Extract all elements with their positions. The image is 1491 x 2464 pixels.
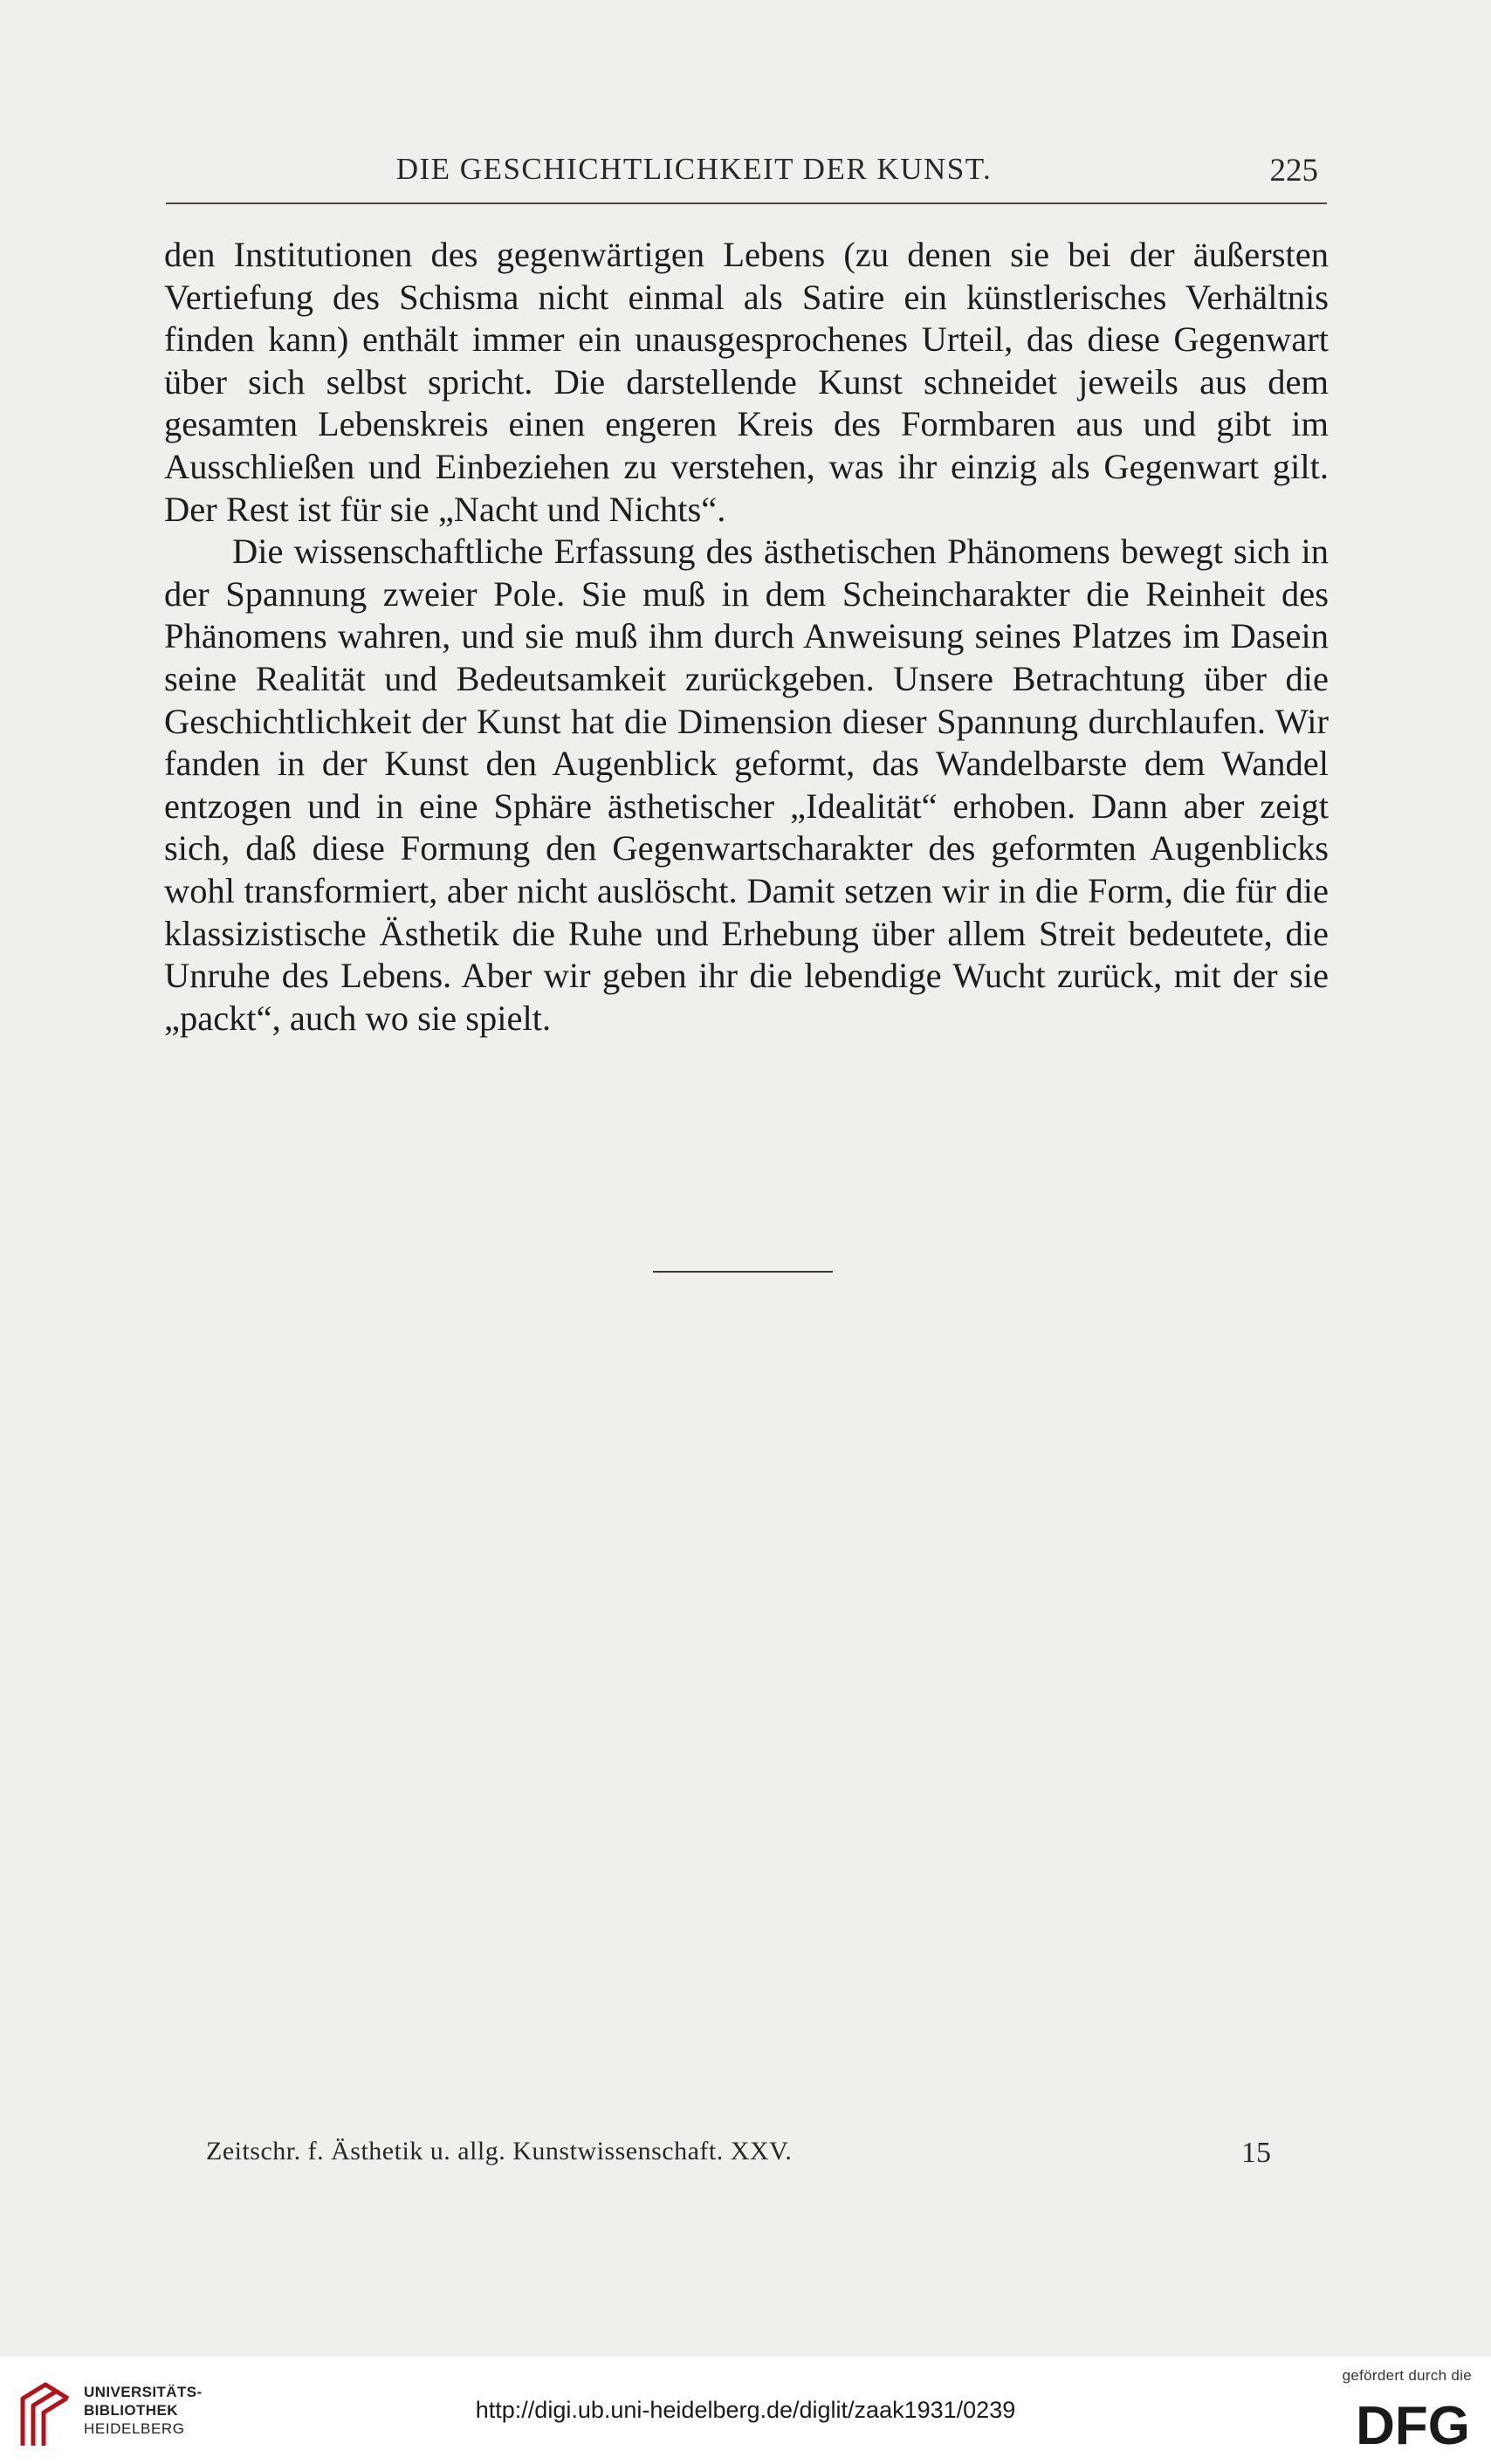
- sheet-signature-number: 15: [1241, 2137, 1271, 2169]
- section-separator-line: [653, 1271, 833, 1273]
- dfg-caption: gefördert durch die: [1342, 2367, 1472, 2384]
- body-text: [164, 234, 1329, 1040]
- running-head: [166, 147, 1327, 204]
- dfg-logo-text: DFG: [1356, 2397, 1470, 2449]
- library-name-line: HEIDELBERG: [84, 2420, 185, 2437]
- journal-signature-line: Zeitschr. f. Ästhetik u. allg. Kunstwissenschaft. XXV.: [206, 2137, 793, 2165]
- running-head-title: DIE GESCHICHTLICHKEIT DER KUNST.: [395, 152, 993, 186]
- dfg-funding-notice: [1323, 2367, 1472, 2454]
- paragraph: den Institutionen des gegenwärtigen Lebens (zu denen sie bei der äußersten Vertiefung des Schisma nicht einmal als Satire ein künstlerisches Verhältnis finden kann) enthält immer ein unausgesprochenes Urteil, das diese Gegenwart über sich selbst spricht. Die darstellende Kunst schneidet jeweils aus dem gesamten Lebenskreis einen engeren Kreis des Formbaren aus und gibt im Ausschließen und Einbeziehen zu verstehen, was ihr einzig als Gegenwart gilt. Der Rest ist für sie „Nacht und Nichts“.: [164, 235, 1329, 529]
- dfg-logo-icon: [1327, 2397, 1472, 2449]
- permalink-url[interactable]: http://digi.ub.uni-heidelberg.de/diglit/zaak1931/0239: [475, 2397, 1016, 2423]
- paragraph: Die wissenschaftliche Erfassung des ästhetischen Phänomens bewegt sich in der Spannung zweier Pole. Sie muß in dem Scheincharakter die Reinheit des Phänomens wahren, und sie muß ihm durch Anweisung seines Platzes im Dasein seine Realität und Bedeutsamkeit zurückgeben. Unsere Betrachtung über die Geschichtlichkeit der Kunst hat die Dimension dieser Spannung durchlaufen. Wir fanden in der Kunst den Augenblick geformt, das Wandelbarste dem Wandel entzogen und in eine Sphäre ästhetischer „Idealität“ erhoben. Dann aber zeigt sich, daß diese Formung den Gegenwartscharakter des geformten Augenblicks wohl transformiert, aber nicht auslöscht. Damit setzen wir in die Form, die für die klassizistische Ästhetik die Ruhe und Erhebung über allem Streit bedeutete, die Unruhe des Lebens. Aber wir geben ihr die lebendige Wucht zurück, mit der sie „packt“, auch wo sie spielt.: [164, 532, 1329, 1038]
- library-name-line: BIBLIOTHEK: [84, 2402, 178, 2419]
- digitization-footer-bar: [0, 2357, 1491, 2464]
- library-name-line: UNIVERSITÄTS-: [84, 2384, 203, 2400]
- page-number: 225: [1269, 153, 1318, 189]
